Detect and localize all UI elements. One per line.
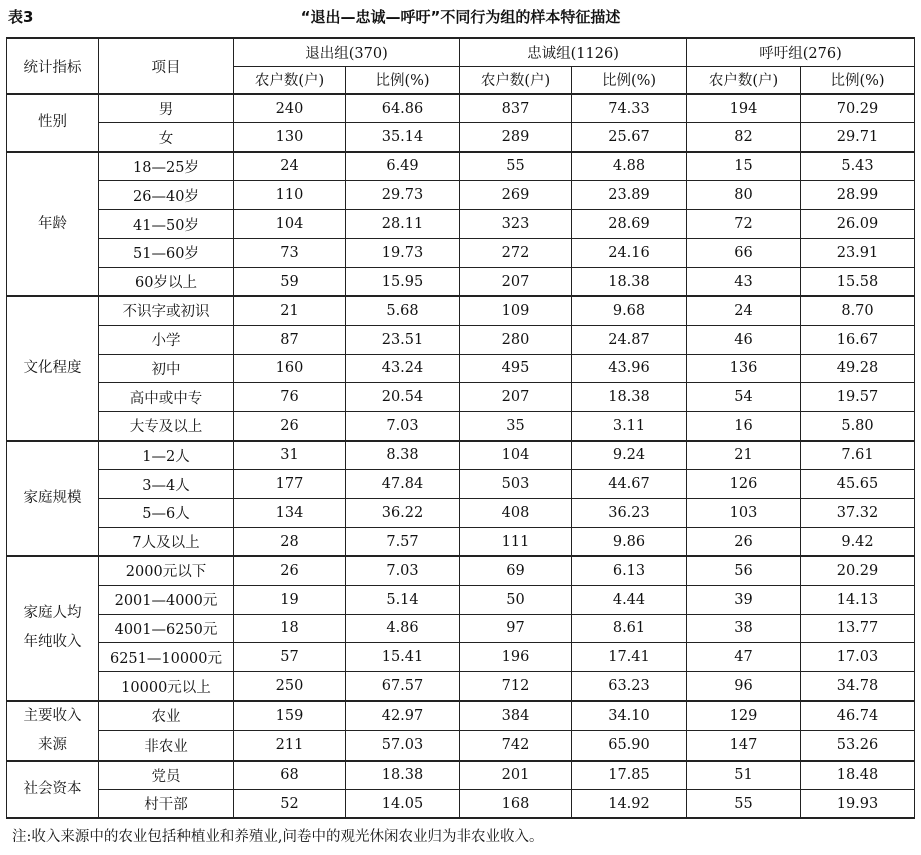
ratio-cell: 18.38 — [572, 267, 687, 296]
table-row — [7, 181, 915, 210]
table-body — [7, 94, 915, 818]
header-indicator: 统计指标 — [7, 38, 99, 94]
item-cell: 10000元以上 — [99, 672, 234, 701]
ratio-cell: 9.24 — [572, 441, 687, 470]
header-group-voice: 呼吁组(276) — [687, 38, 915, 66]
table-row — [7, 267, 915, 296]
table-row — [7, 123, 915, 152]
count-cell: 38 — [687, 614, 801, 643]
count-cell: 136 — [687, 354, 801, 383]
table-row — [7, 383, 915, 412]
category-cell: 家庭规模 — [7, 441, 99, 557]
count-cell: 35 — [460, 412, 572, 441]
count-cell: 129 — [687, 701, 801, 731]
count-cell: 111 — [460, 527, 572, 556]
ratio-cell: 14.05 — [346, 790, 460, 819]
ratio-cell: 70.29 — [801, 94, 915, 123]
item-cell: 4001—6250元 — [99, 614, 234, 643]
table-row — [7, 614, 915, 643]
table-row — [7, 210, 915, 239]
ratio-cell: 19.73 — [346, 238, 460, 267]
ratio-cell: 5.43 — [801, 152, 915, 181]
count-cell: 211 — [234, 731, 346, 761]
count-cell: 15 — [687, 152, 801, 181]
ratio-cell: 8.38 — [346, 441, 460, 470]
count-cell: 24 — [687, 296, 801, 325]
count-cell: 52 — [234, 790, 346, 819]
ratio-cell: 19.93 — [801, 790, 915, 819]
table-label: 表3 — [8, 8, 34, 26]
count-cell: 196 — [460, 643, 572, 672]
count-cell: 712 — [460, 672, 572, 701]
count-cell: 495 — [460, 354, 572, 383]
count-cell: 159 — [234, 701, 346, 731]
ratio-cell: 29.71 — [801, 123, 915, 152]
table-row — [7, 761, 915, 790]
ratio-cell: 3.11 — [572, 412, 687, 441]
ratio-cell: 8.61 — [572, 614, 687, 643]
ratio-cell: 4.86 — [346, 614, 460, 643]
count-cell: 26 — [687, 527, 801, 556]
count-cell: 207 — [460, 383, 572, 412]
header-count: 农户数(户) — [460, 66, 572, 94]
ratio-cell: 9.42 — [801, 527, 915, 556]
header-item: 项目 — [99, 38, 234, 94]
item-cell: 7人及以上 — [99, 527, 234, 556]
item-cell: 非农业 — [99, 731, 234, 761]
table-row — [7, 354, 915, 383]
item-cell: 初中 — [99, 354, 234, 383]
count-cell: 54 — [687, 383, 801, 412]
table-row — [7, 238, 915, 267]
ratio-cell: 44.67 — [572, 470, 687, 499]
table-row — [7, 325, 915, 354]
count-cell: 323 — [460, 210, 572, 239]
count-cell: 96 — [687, 672, 801, 701]
count-cell: 240 — [234, 94, 346, 123]
ratio-cell: 24.16 — [572, 238, 687, 267]
count-cell: 47 — [687, 643, 801, 672]
header-ratio: 比例(%) — [346, 66, 460, 94]
item-cell: 41—50岁 — [99, 210, 234, 239]
count-cell: 21 — [687, 441, 801, 470]
ratio-cell: 13.77 — [801, 614, 915, 643]
ratio-cell: 63.23 — [572, 672, 687, 701]
ratio-cell: 6.13 — [572, 556, 687, 585]
table-row — [7, 441, 915, 470]
count-cell: 76 — [234, 383, 346, 412]
header-count: 农户数(户) — [687, 66, 801, 94]
table-note: 注:收入来源中的农业包括种植业和养殖业,问卷中的观光休闲农业归为非农业收入。 — [12, 829, 544, 845]
ratio-cell: 23.89 — [572, 181, 687, 210]
ratio-cell: 17.41 — [572, 643, 687, 672]
ratio-cell: 7.61 — [801, 441, 915, 470]
header-group-loyalty: 忠诚组(1126) — [460, 38, 687, 66]
item-cell: 不识字或初识 — [99, 296, 234, 325]
ratio-cell: 53.26 — [801, 731, 915, 761]
category-cell: 社会资本 — [7, 761, 99, 819]
item-cell: 党员 — [99, 761, 234, 790]
sample-characteristics-table — [6, 37, 915, 819]
ratio-cell: 15.41 — [346, 643, 460, 672]
item-cell: 60岁以上 — [99, 267, 234, 296]
table-row — [7, 296, 915, 325]
ratio-cell: 46.74 — [801, 701, 915, 731]
count-cell: 55 — [687, 790, 801, 819]
item-cell: 1—2人 — [99, 441, 234, 470]
count-cell: 126 — [687, 470, 801, 499]
count-cell: 66 — [687, 238, 801, 267]
ratio-cell: 29.73 — [346, 181, 460, 210]
item-cell: 2001—4000元 — [99, 585, 234, 614]
item-cell: 农业 — [99, 701, 234, 731]
ratio-cell: 42.97 — [346, 701, 460, 731]
count-cell: 384 — [460, 701, 572, 731]
count-cell: 104 — [234, 210, 346, 239]
category-cell: 文化程度 — [7, 296, 99, 440]
ratio-cell: 6.49 — [346, 152, 460, 181]
table-caption — [8, 6, 913, 28]
count-cell: 272 — [460, 238, 572, 267]
table-row — [7, 498, 915, 527]
count-cell: 18 — [234, 614, 346, 643]
category-cell — [7, 556, 99, 700]
count-cell: 57 — [234, 643, 346, 672]
count-cell: 31 — [234, 441, 346, 470]
category-label-line: 年纯收入 — [23, 634, 82, 651]
ratio-cell: 35.14 — [346, 123, 460, 152]
ratio-cell: 25.67 — [572, 123, 687, 152]
item-cell: 51—60岁 — [99, 238, 234, 267]
ratio-cell: 14.13 — [801, 585, 915, 614]
count-cell: 837 — [460, 94, 572, 123]
count-cell: 408 — [460, 498, 572, 527]
ratio-cell: 19.57 — [801, 383, 915, 412]
item-cell: 男 — [99, 94, 234, 123]
ratio-cell: 14.92 — [572, 790, 687, 819]
item-cell: 小学 — [99, 325, 234, 354]
item-cell: 大专及以上 — [99, 412, 234, 441]
count-cell: 56 — [687, 556, 801, 585]
ratio-cell: 34.10 — [572, 701, 687, 731]
item-cell: 高中或中专 — [99, 383, 234, 412]
count-cell: 103 — [687, 498, 801, 527]
ratio-cell: 47.84 — [346, 470, 460, 499]
count-cell: 39 — [687, 585, 801, 614]
ratio-cell: 65.90 — [572, 731, 687, 761]
count-cell: 26 — [234, 556, 346, 585]
ratio-cell: 36.23 — [572, 498, 687, 527]
table-title: “退出—忠诚—呼吁”不同行为组的样本特征描述 — [300, 8, 621, 26]
header-ratio: 比例(%) — [572, 66, 687, 94]
count-cell: 110 — [234, 181, 346, 210]
count-cell: 19 — [234, 585, 346, 614]
category-cell: 年龄 — [7, 152, 99, 296]
count-cell: 168 — [460, 790, 572, 819]
count-cell: 59 — [234, 267, 346, 296]
ratio-cell: 28.11 — [346, 210, 460, 239]
ratio-cell: 5.68 — [346, 296, 460, 325]
ratio-cell: 24.87 — [572, 325, 687, 354]
ratio-cell: 18.48 — [801, 761, 915, 790]
count-cell: 104 — [460, 441, 572, 470]
category-label-line: 主要收入 — [23, 707, 82, 724]
ratio-cell: 23.91 — [801, 238, 915, 267]
ratio-cell: 34.78 — [801, 672, 915, 701]
count-cell: 46 — [687, 325, 801, 354]
category-label-line: 来源 — [38, 736, 67, 753]
count-cell: 130 — [234, 123, 346, 152]
ratio-cell: 43.96 — [572, 354, 687, 383]
count-cell: 160 — [234, 354, 346, 383]
ratio-cell: 7.03 — [346, 412, 460, 441]
count-cell: 51 — [687, 761, 801, 790]
ratio-cell: 9.86 — [572, 527, 687, 556]
count-cell: 134 — [234, 498, 346, 527]
ratio-cell: 26.09 — [801, 210, 915, 239]
ratio-cell: 37.32 — [801, 498, 915, 527]
header-count: 农户数(户) — [234, 66, 346, 94]
header-ratio: 比例(%) — [801, 66, 915, 94]
ratio-cell: 74.33 — [572, 94, 687, 123]
count-cell: 201 — [460, 761, 572, 790]
table-row — [7, 527, 915, 556]
count-cell: 55 — [460, 152, 572, 181]
table-row — [7, 672, 915, 701]
ratio-cell: 20.54 — [346, 383, 460, 412]
category-cell: 性别 — [7, 94, 99, 152]
ratio-cell: 67.57 — [346, 672, 460, 701]
count-cell: 80 — [687, 181, 801, 210]
item-cell: 女 — [99, 123, 234, 152]
table-row — [7, 470, 915, 499]
item-cell: 26—40岁 — [99, 181, 234, 210]
header-group-exit: 退出组(370) — [234, 38, 460, 66]
ratio-cell: 43.24 — [346, 354, 460, 383]
ratio-cell: 64.86 — [346, 94, 460, 123]
table-row — [7, 94, 915, 123]
table-row — [7, 412, 915, 441]
item-cell: 5—6人 — [99, 498, 234, 527]
count-cell: 269 — [460, 181, 572, 210]
ratio-cell: 4.88 — [572, 152, 687, 181]
ratio-cell: 23.51 — [346, 325, 460, 354]
ratio-cell: 15.95 — [346, 267, 460, 296]
count-cell: 68 — [234, 761, 346, 790]
count-cell: 147 — [687, 731, 801, 761]
ratio-cell: 28.99 — [801, 181, 915, 210]
ratio-cell: 9.68 — [572, 296, 687, 325]
ratio-cell: 7.03 — [346, 556, 460, 585]
count-cell: 73 — [234, 238, 346, 267]
item-cell: 2000元以下 — [99, 556, 234, 585]
ratio-cell: 8.70 — [801, 296, 915, 325]
ratio-cell: 5.14 — [346, 585, 460, 614]
table-row — [7, 643, 915, 672]
ratio-cell: 57.03 — [346, 731, 460, 761]
table-row — [7, 731, 915, 761]
ratio-cell: 18.38 — [346, 761, 460, 790]
count-cell: 250 — [234, 672, 346, 701]
table-row — [7, 556, 915, 585]
count-cell: 50 — [460, 585, 572, 614]
ratio-cell: 15.58 — [801, 267, 915, 296]
category-label-line: 家庭人均 — [23, 605, 82, 622]
item-cell: 18—25岁 — [99, 152, 234, 181]
count-cell: 87 — [234, 325, 346, 354]
table-row — [7, 152, 915, 181]
count-cell: 24 — [234, 152, 346, 181]
table-row — [7, 701, 915, 731]
item-cell: 村干部 — [99, 790, 234, 819]
count-cell: 26 — [234, 412, 346, 441]
count-cell: 280 — [460, 325, 572, 354]
ratio-cell: 7.57 — [346, 527, 460, 556]
ratio-cell: 17.03 — [801, 643, 915, 672]
count-cell: 82 — [687, 123, 801, 152]
count-cell: 742 — [460, 731, 572, 761]
table-row — [7, 585, 915, 614]
count-cell: 21 — [234, 296, 346, 325]
ratio-cell: 5.80 — [801, 412, 915, 441]
ratio-cell: 45.65 — [801, 470, 915, 499]
count-cell: 503 — [460, 470, 572, 499]
count-cell: 69 — [460, 556, 572, 585]
item-cell: 6251—10000元 — [99, 643, 234, 672]
count-cell: 97 — [460, 614, 572, 643]
count-cell: 16 — [687, 412, 801, 441]
ratio-cell: 36.22 — [346, 498, 460, 527]
count-cell: 289 — [460, 123, 572, 152]
ratio-cell: 28.69 — [572, 210, 687, 239]
count-cell: 28 — [234, 527, 346, 556]
count-cell: 109 — [460, 296, 572, 325]
table-row — [7, 790, 915, 819]
ratio-cell: 20.29 — [801, 556, 915, 585]
ratio-cell: 49.28 — [801, 354, 915, 383]
count-cell: 207 — [460, 267, 572, 296]
category-cell — [7, 701, 99, 761]
count-cell: 177 — [234, 470, 346, 499]
ratio-cell: 4.44 — [572, 585, 687, 614]
count-cell: 194 — [687, 94, 801, 123]
ratio-cell: 16.67 — [801, 325, 915, 354]
ratio-cell: 18.38 — [572, 383, 687, 412]
count-cell: 43 — [687, 267, 801, 296]
count-cell: 72 — [687, 210, 801, 239]
item-cell: 3—4人 — [99, 470, 234, 499]
ratio-cell: 17.85 — [572, 761, 687, 790]
